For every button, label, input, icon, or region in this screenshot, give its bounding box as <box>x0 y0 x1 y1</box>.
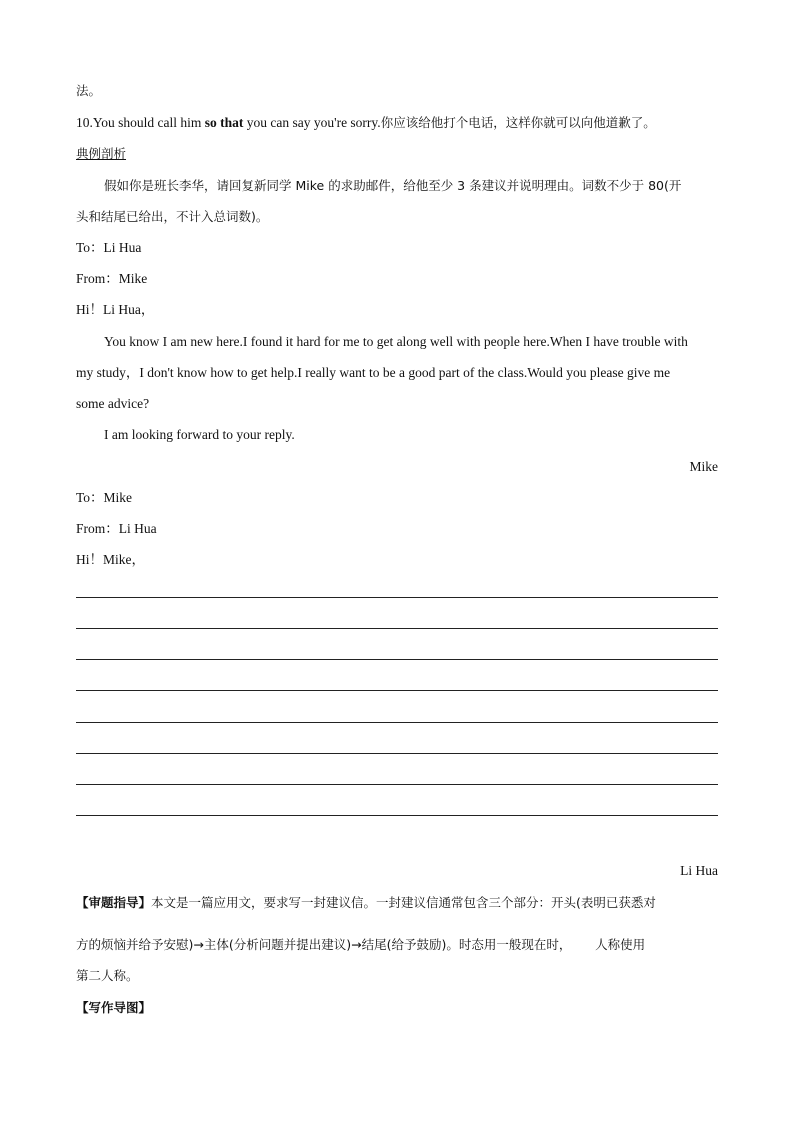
guidance-text-1: 本文是一篇应用文，要求写一封建议信。一封建议信通常包含三个部分：开头(表明已获悉对 <box>151 895 656 910</box>
answer-line <box>76 628 718 629</box>
answer-line <box>76 784 718 785</box>
sentence-number: 10. <box>76 115 93 130</box>
incoming-signature: Mike <box>689 459 718 474</box>
reply-from: From：Li Hua <box>76 521 157 536</box>
reply-greeting: Hi！Mike， <box>76 552 145 567</box>
prompt-line-2: 头和结尾已给出，不计入总词数)。 <box>76 209 269 224</box>
sentence-before: You should call him <box>92 115 205 130</box>
incoming-from: From：Mike <box>76 271 148 286</box>
answer-line <box>76 753 718 754</box>
answer-line <box>76 659 718 660</box>
sentence-translation: 你应该给他打个电话，这样你就可以向他道歉了。 <box>380 115 656 130</box>
prompt-line-1: 假如你是班长李华，请回复新同学 Mike 的求助邮件，给他至少 3 条建议并说明理由。词数不少于 80(开 <box>104 178 682 193</box>
incoming-to: To：Li Hua <box>76 240 142 255</box>
guidance-line-2: 方的烦恼并给予安慰)→主体(分析问题并提出建议)→结尾(给予鼓励)。时态用一般现在时， 人称使用 <box>76 937 646 952</box>
incoming-body-line-2: my study，I don't know how to get help.I really want to be a good part of the class.Would you please give me <box>76 365 671 380</box>
writing-map-label <box>76 999 718 1017</box>
guidance-line-3: 第二人称。 <box>76 968 139 983</box>
answer-line <box>76 597 718 598</box>
reply-to: To：Mike <box>76 490 133 505</box>
reply-signature: Li Hua <box>680 863 718 878</box>
incoming-body-line-3: some advice? <box>76 396 150 411</box>
incoming-closing: I am looking forward to your reply. <box>104 427 295 442</box>
incoming-body-line-1: You know I am new here.I found it hard for me to get along well with people here.When I have trouble with <box>104 334 688 349</box>
sentence-10 <box>76 114 718 132</box>
writing-map-label-text: 【写作导图】 <box>76 1000 152 1015</box>
incoming-greeting: Hi！Li Hua， <box>76 302 155 317</box>
guidance-label: 【审题指导】 <box>76 895 152 910</box>
sentence-bold-phrase: so that <box>204 115 244 130</box>
answer-line <box>76 815 718 816</box>
answer-line <box>76 690 718 691</box>
sentence-after: you can say you're sorry. <box>243 115 381 130</box>
intro-tail: 法。 <box>76 83 102 98</box>
section-heading: 典例剖析 <box>76 146 127 161</box>
answer-line <box>76 722 718 723</box>
guidance-line-1 <box>76 894 718 912</box>
